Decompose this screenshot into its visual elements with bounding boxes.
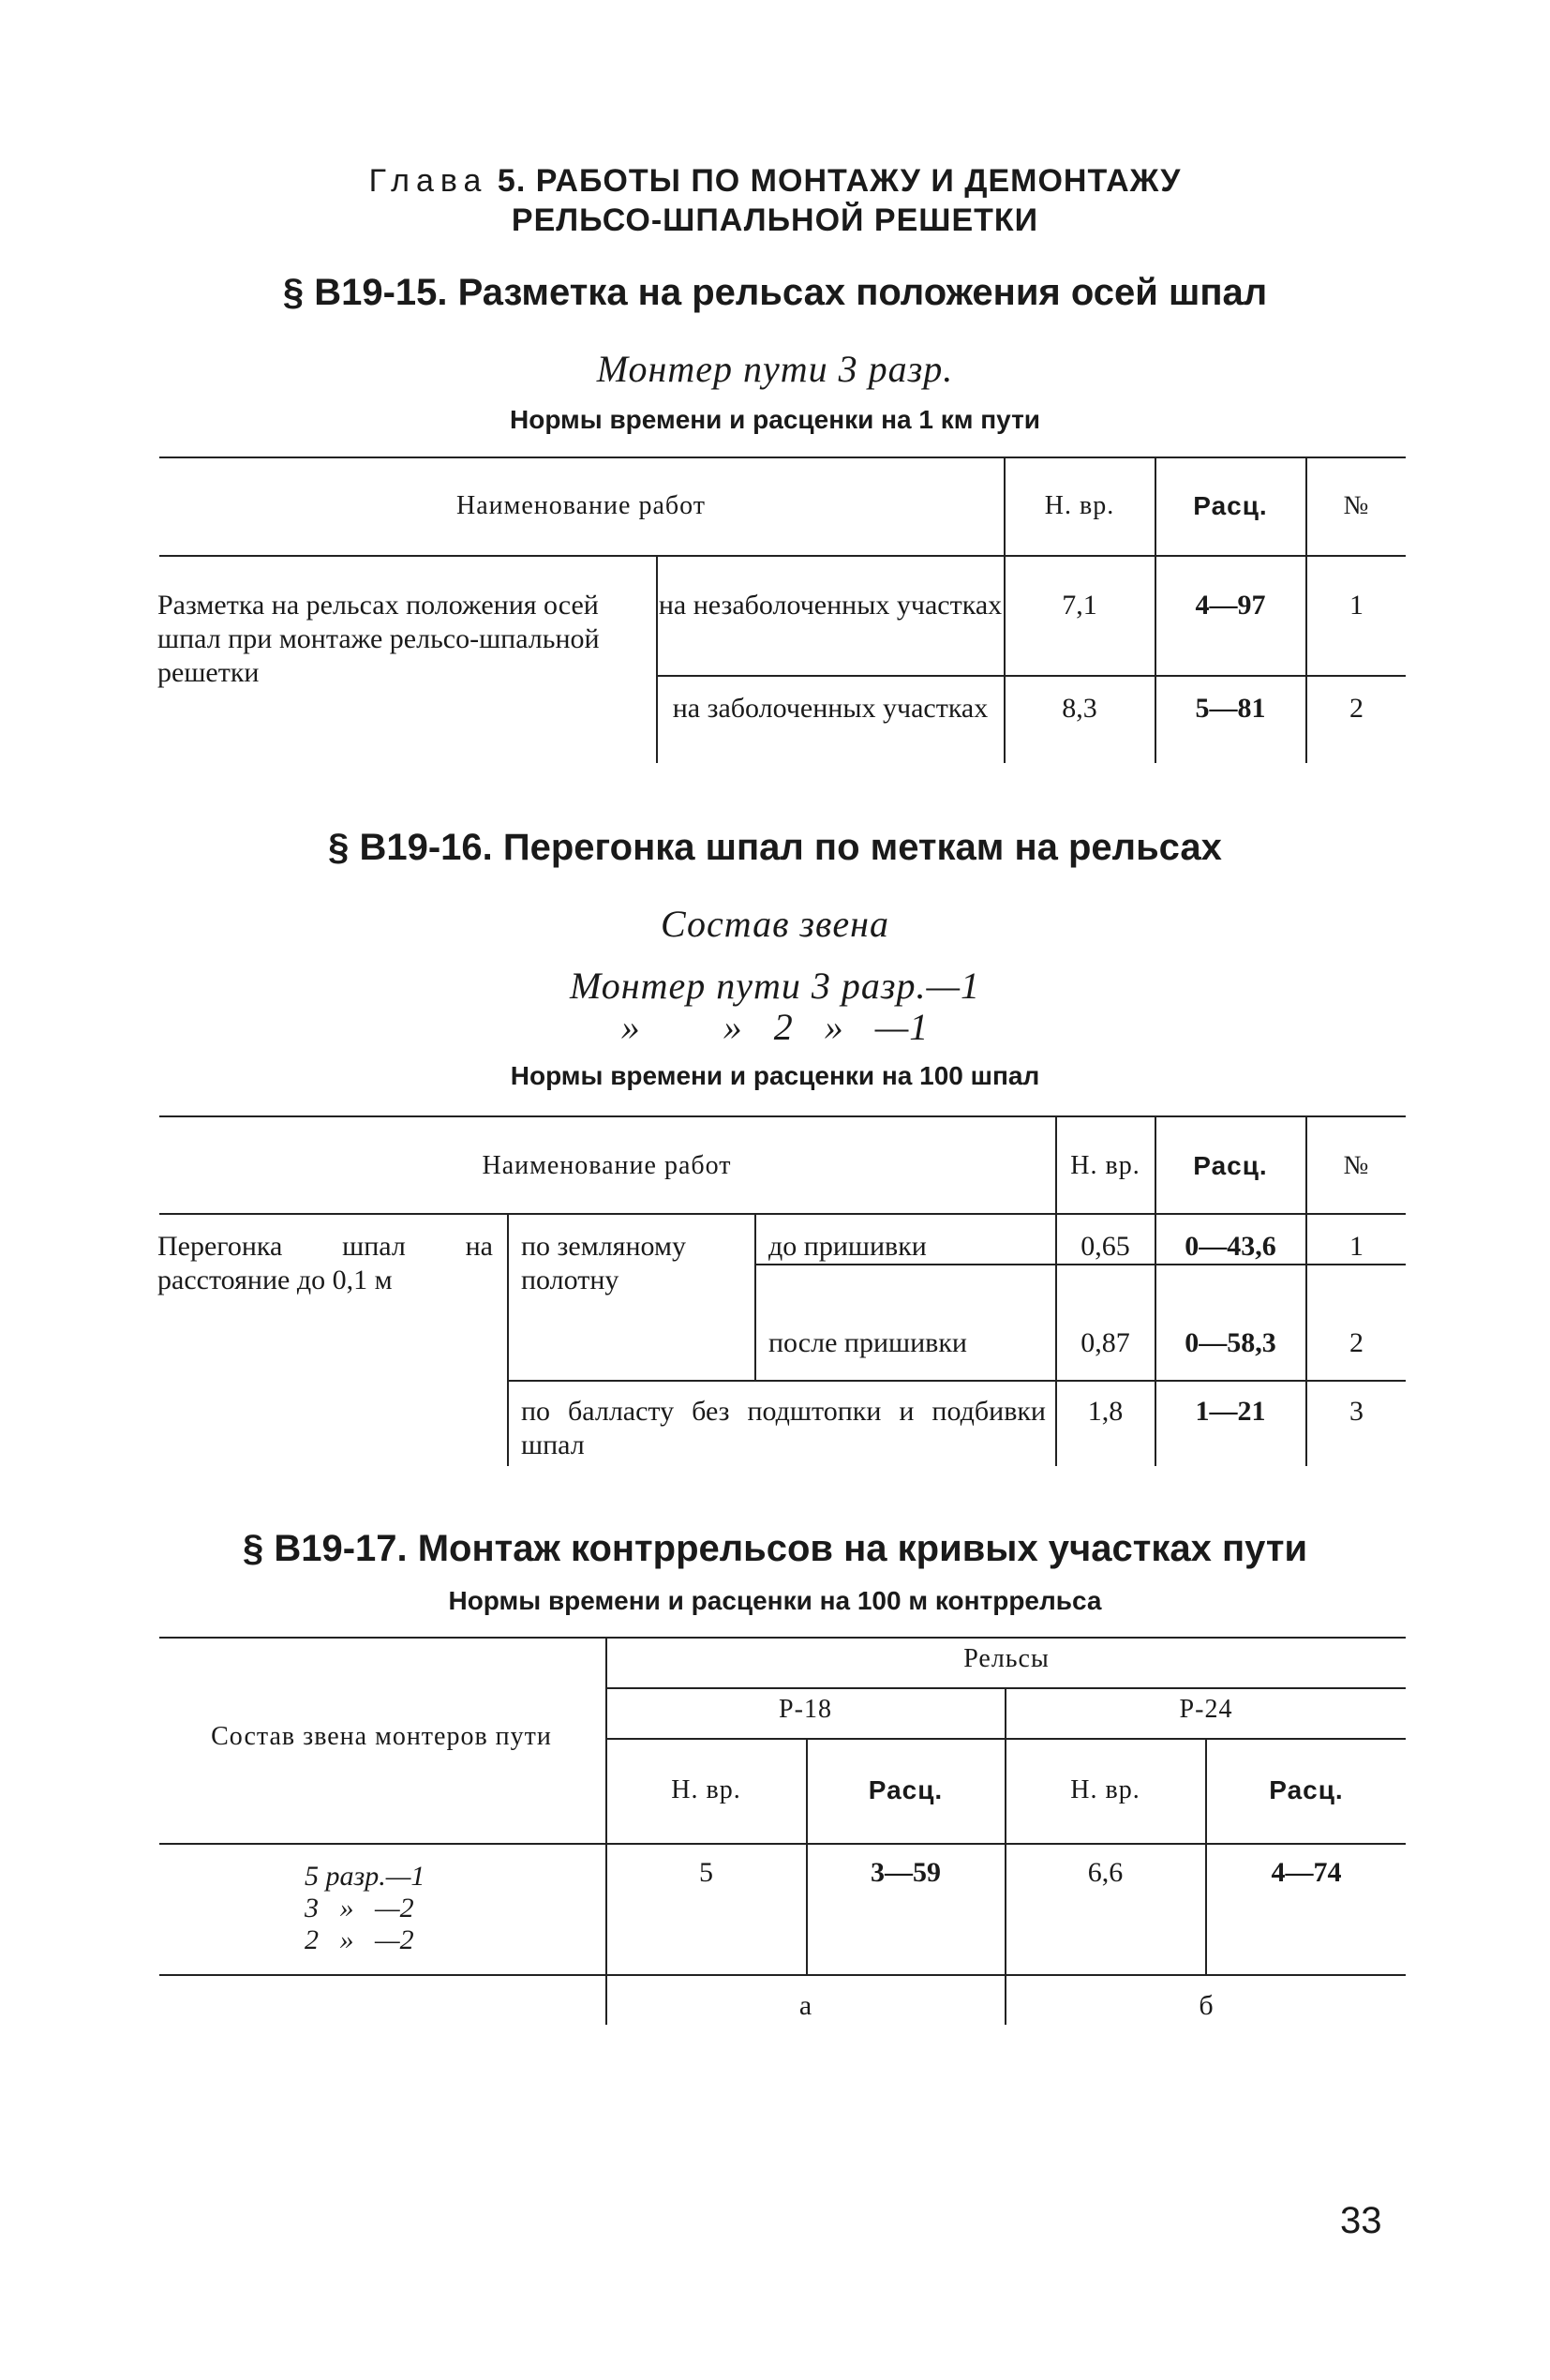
header-hvr: Н. вр. [1044,491,1115,520]
header-name: Наименование работ [456,491,706,520]
row-number: 2 [1349,1327,1364,1358]
section-15-worker: Монтер пути 3 разр. [596,348,954,390]
rule [159,1974,1406,1976]
condition: после пришивки [768,1327,967,1358]
header-rasc: Расц. [1193,1151,1268,1180]
header-num: № [1343,491,1370,520]
chapter-title-line1: 5. РАБОТЫ ПО МОНТАЖУ И ДЕМОНТАЖУ [497,163,1182,199]
rule [754,1213,756,1380]
hvr-value: 7,1 [1062,590,1097,621]
work-name: Перегонка шпал на расстояние до 0,1 м [157,1231,493,1295]
hvr-value: 0,65 [1081,1231,1130,1262]
header-rasc: Расц. [1269,1775,1344,1804]
rule [159,1213,1406,1215]
crew-line: 2 » —2 [305,1924,414,1955]
header-rasc: Расц. [1193,491,1268,520]
rule [159,1115,1406,1117]
section-16-title: § В19-16. Перегонка шпал по меткам на рельсах [328,827,1222,868]
work-name: Разметка на рельсах положения осей шпал при монтаже рельсо-шпальной решетки [157,590,600,688]
section-15-norms-caption: Нормы времени и расценки на 1 км пути [510,405,1040,434]
crew-line: 5 разр.—1 [305,1861,425,1892]
r24-hvr-value: 6,6 [1087,1857,1124,1888]
rule [754,1264,1406,1265]
row-number: 1 [1349,1231,1364,1262]
header-hvr: Н. вр. [671,1775,741,1804]
rasc-value: 0—43,6 [1185,1231,1276,1262]
column-letter: б [1199,1990,1214,2021]
rule [159,457,1406,458]
column-letter: а [798,1990,812,2021]
base-earth: по земляному полотну [521,1231,686,1295]
section-16-norms-caption: Нормы времени и расценки на 100 шпал [510,1061,1040,1090]
rule [656,675,1406,677]
header-rasc: Расц. [868,1775,944,1804]
page-number: 33 [1340,2200,1382,2241]
header-hvr: Н. вр. [1070,1151,1140,1180]
header-hvr: Н. вр. [1070,1775,1140,1804]
rule [159,1843,1406,1845]
hvr-value: 1,8 [1087,1396,1124,1427]
section-16-crew-line1: Монтер пути 3 разр.—1 [569,965,981,1007]
r24-rasc-value: 4—74 [1271,1857,1342,1888]
rule [159,555,1406,557]
header-r24: Р-24 [1179,1695,1233,1724]
chapter-heading [159,161,1391,240]
hvr-value: 0,87 [1081,1327,1130,1358]
rule [507,1213,509,1466]
condition: по балласту без подштопки и подбивки шпал [521,1396,1046,1460]
row-number: 3 [1349,1396,1364,1427]
condition: до пришивки [768,1231,927,1262]
condition: на заболоченных участках [672,693,989,724]
chapter-title-line2: РЕЛЬСО-ШПАЛЬНОЙ РЕШЕТКИ [511,202,1039,238]
condition: на незаболоченных участках [658,590,1003,621]
section-17-norms-caption: Нормы времени и расценки на 100 м контррельса [448,1586,1102,1615]
hvr-value: 8,3 [1062,693,1097,724]
rule [159,1637,1406,1639]
header-crew: Состав звена монтеров пути [211,1722,552,1751]
chapter-prefix: Глава [368,163,488,199]
rasc-value: 4—97 [1195,590,1266,621]
rule [507,1380,1406,1382]
r18-hvr-value: 5 [699,1857,713,1888]
section-15-title: § В19-15. Разметка на рельсах положения осей шпал [282,272,1268,313]
row-number: 2 [1349,693,1364,724]
header-name: Наименование работ [482,1151,732,1180]
rule [656,555,658,763]
section-17-title: § В19-17. Монтаж контррельсов на кривых участках пути [242,1528,1308,1569]
section-16-crew-line2: » » 2 » —1 [620,1006,930,1048]
header-rails: Рельсы [963,1644,1050,1673]
rasc-value: 5—81 [1195,693,1266,724]
row-number: 1 [1349,590,1364,621]
rasc-value: 1—21 [1195,1396,1266,1427]
section-16-crew-title: Состав звена [660,903,889,945]
header-num: № [1343,1151,1370,1180]
rasc-value: 0—58,3 [1185,1327,1276,1358]
crew-line: 3 » —2 [305,1893,414,1923]
r18-rasc-value: 3—59 [871,1857,941,1888]
header-r18: Р-18 [779,1695,832,1724]
